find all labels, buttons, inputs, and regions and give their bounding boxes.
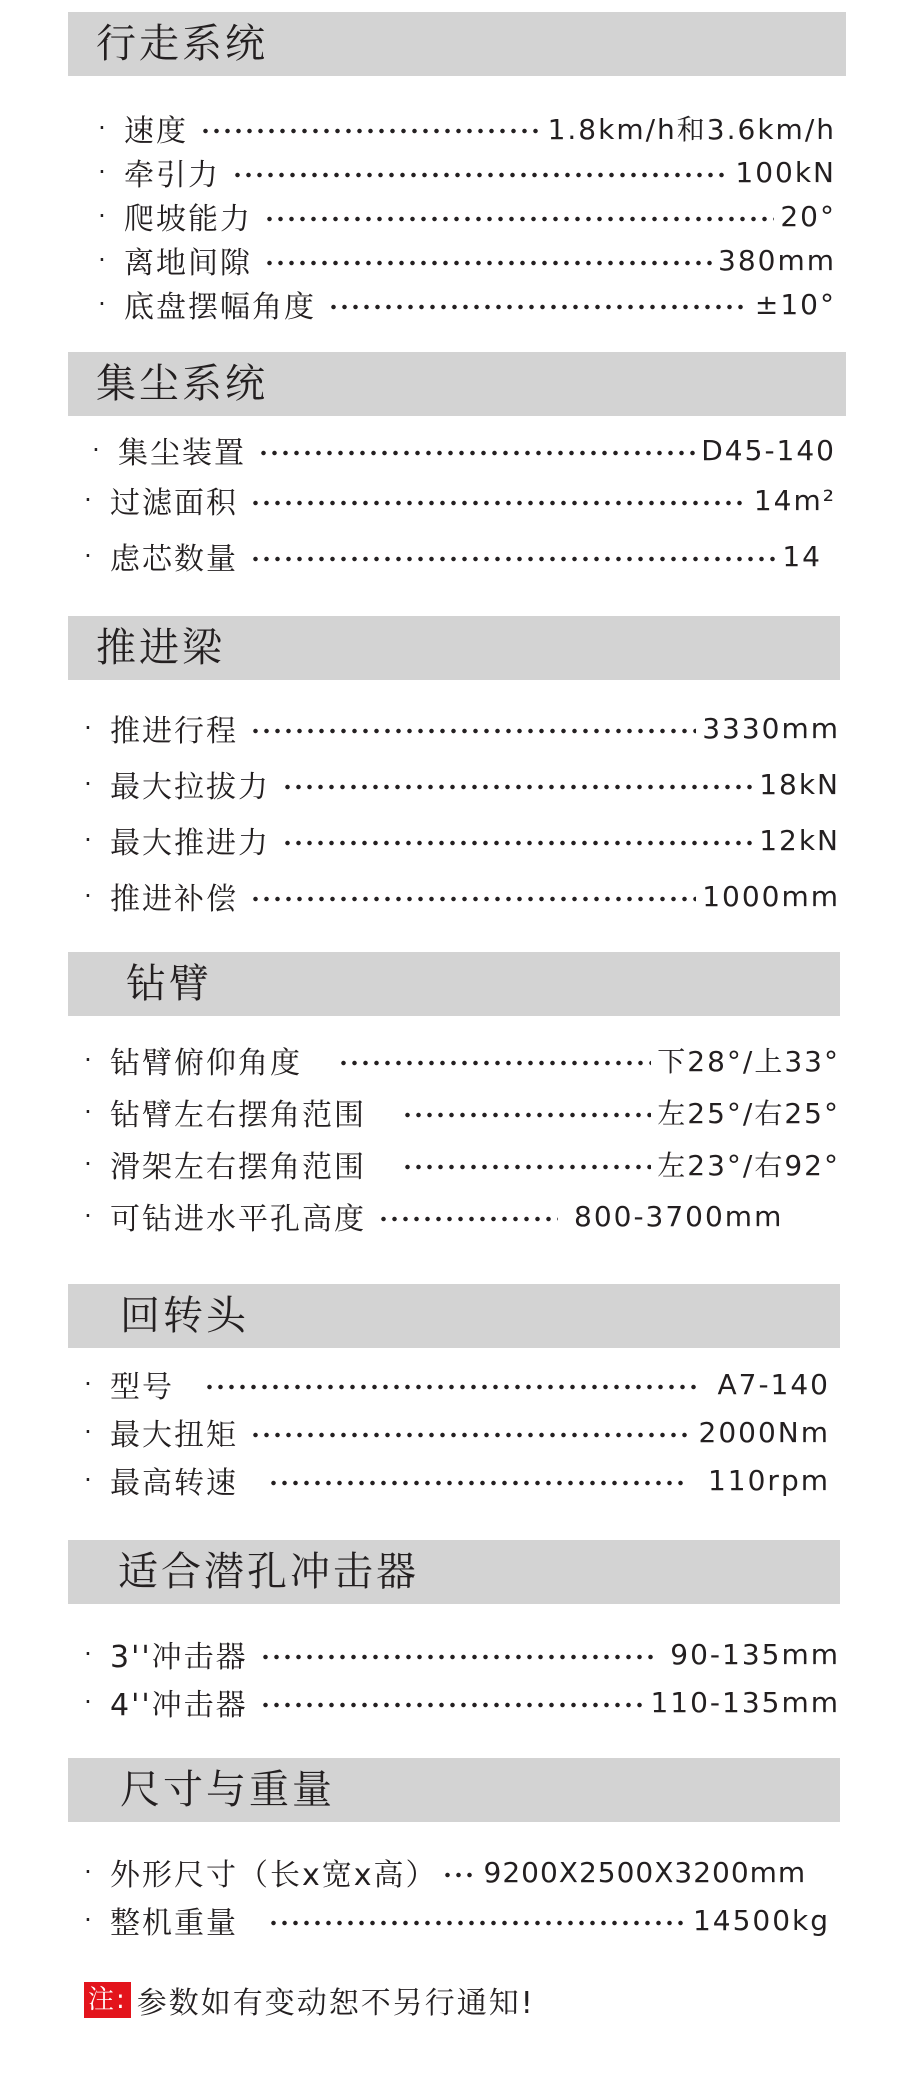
dotted-leader bbox=[282, 840, 753, 846]
spec-row bbox=[78, 708, 840, 748]
bullet-icon: · bbox=[98, 158, 108, 186]
section-walking-system bbox=[68, 12, 846, 325]
section-header bbox=[68, 1284, 840, 1348]
bullet-icon: · bbox=[84, 1688, 94, 1716]
section-header bbox=[68, 1540, 840, 1604]
section-dimensions-weight bbox=[68, 1758, 840, 1941]
bullet-icon: · bbox=[84, 1418, 94, 1446]
section-title: 回转头 bbox=[120, 1293, 249, 1339]
spec-row bbox=[78, 1364, 830, 1404]
spec-label: 3''冲击器 bbox=[110, 1640, 248, 1675]
spec-label: 最大扭矩 bbox=[110, 1418, 238, 1453]
section-dust-collection bbox=[68, 352, 846, 577]
spec-row bbox=[78, 1634, 840, 1674]
dotted-leader bbox=[282, 784, 753, 790]
spec-value: 14m² bbox=[753, 483, 836, 517]
note-tag: 注: bbox=[84, 1982, 131, 2018]
dotted-leader bbox=[264, 216, 774, 222]
section-title: 推进梁 bbox=[96, 625, 225, 671]
bullet-icon: · bbox=[84, 1906, 94, 1934]
spec-value: 下28°/上33° bbox=[657, 1045, 840, 1078]
section-header bbox=[68, 952, 840, 1016]
spec-value: 110-135mm bbox=[650, 1685, 840, 1719]
spec-value: 800-3700mm bbox=[574, 1199, 784, 1233]
spec-label: 最大推进力 bbox=[110, 826, 270, 861]
section-rotation-head bbox=[68, 1284, 840, 1501]
spec-value: 20° bbox=[780, 199, 836, 233]
spec-label: 外形尺寸（长x宽x高） bbox=[110, 1858, 438, 1893]
dotted-leader bbox=[232, 172, 729, 178]
bullet-icon: · bbox=[84, 1202, 94, 1230]
bullet-icon: · bbox=[84, 882, 94, 910]
spec-label: 底盘摆幅角度 bbox=[124, 290, 316, 325]
dotted-leader bbox=[250, 556, 776, 562]
spec-label: 速度 bbox=[124, 114, 188, 149]
dotted-leader bbox=[264, 260, 712, 266]
dotted-leader bbox=[250, 1432, 693, 1438]
section-title: 钻臂 bbox=[126, 961, 212, 1007]
spec-row bbox=[78, 1682, 840, 1722]
bullet-icon: · bbox=[84, 1640, 94, 1668]
spec-row bbox=[78, 1092, 840, 1132]
spec-row bbox=[78, 536, 822, 576]
spec-label: 推进补偿 bbox=[110, 882, 238, 917]
dotted-leader bbox=[268, 1920, 687, 1926]
spec-value: 90-135mm bbox=[670, 1637, 840, 1671]
spec-value: 12kN bbox=[759, 823, 840, 857]
bullet-icon: · bbox=[98, 246, 108, 274]
disclaimer-note bbox=[84, 1978, 535, 2022]
bullet-icon: · bbox=[84, 1098, 94, 1126]
spec-value: 14500kg bbox=[692, 1903, 830, 1937]
spec-row bbox=[92, 284, 836, 324]
spec-value: 18kN bbox=[759, 767, 840, 801]
note-text: 参数如有变动恕不另行通知! bbox=[136, 1986, 535, 2021]
bullet-icon: · bbox=[84, 542, 94, 570]
dotted-leader bbox=[250, 500, 748, 506]
spec-label: 钻臂俯仰角度 bbox=[110, 1046, 302, 1081]
dotted-leader bbox=[200, 128, 542, 134]
spec-row bbox=[92, 196, 836, 236]
spec-value: 100kN bbox=[735, 155, 836, 189]
bullet-icon: · bbox=[98, 202, 108, 230]
spec-label: 集尘装置 bbox=[118, 436, 246, 471]
bullet-icon: · bbox=[84, 770, 94, 798]
spec-label: 离地间隙 bbox=[124, 246, 252, 281]
spec-label: 滑架左右摆角范围 bbox=[110, 1150, 366, 1185]
spec-value: 14 bbox=[782, 539, 822, 573]
section-dth-hammer bbox=[68, 1540, 840, 1723]
dotted-leader bbox=[250, 896, 696, 902]
bullet-icon: · bbox=[98, 290, 108, 318]
section-title: 集尘系统 bbox=[96, 361, 268, 407]
spec-row bbox=[78, 1900, 830, 1940]
section-title: 尺寸与重量 bbox=[120, 1767, 335, 1813]
spec-row bbox=[78, 1040, 840, 1080]
spec-row bbox=[78, 876, 840, 916]
spec-value: 1000mm bbox=[702, 879, 840, 913]
bullet-icon: · bbox=[84, 714, 94, 742]
bullet-icon: · bbox=[92, 436, 102, 464]
spec-label: 爬坡能力 bbox=[124, 202, 252, 237]
section-drill-arm bbox=[68, 952, 840, 1237]
spec-row bbox=[78, 1144, 840, 1184]
dotted-leader bbox=[204, 1384, 697, 1390]
spec-value: 110rpm bbox=[707, 1463, 830, 1497]
spec-row bbox=[78, 820, 840, 860]
bullet-icon: · bbox=[84, 1858, 94, 1886]
dotted-leader bbox=[442, 1872, 472, 1878]
spec-row bbox=[92, 108, 836, 148]
spec-value: 1.8km/h和3.6km/h bbox=[547, 113, 836, 146]
spec-label: 可钻进水平孔高度 bbox=[110, 1202, 366, 1237]
section-title: 适合潜孔冲击器 bbox=[118, 1549, 419, 1595]
spec-label: 整机重量 bbox=[110, 1906, 238, 1941]
spec-value: A7-140 bbox=[717, 1367, 830, 1401]
section-header bbox=[68, 616, 840, 680]
spec-label: 4''冲击器 bbox=[110, 1688, 248, 1723]
spec-row bbox=[86, 430, 836, 470]
spec-label: 虑芯数量 bbox=[110, 542, 238, 577]
dotted-leader bbox=[338, 1060, 651, 1066]
spec-label: 型号 bbox=[110, 1370, 174, 1405]
spec-label: 最高转速 bbox=[110, 1466, 238, 1501]
spec-row bbox=[92, 152, 836, 192]
spec-value: 左23°/右92° bbox=[657, 1149, 840, 1182]
bullet-icon: · bbox=[84, 1150, 94, 1178]
spec-label: 最大拉拔力 bbox=[110, 770, 270, 805]
spec-row bbox=[78, 1412, 830, 1452]
dotted-leader bbox=[260, 1702, 645, 1708]
dotted-leader bbox=[268, 1480, 688, 1486]
spec-row bbox=[78, 1460, 830, 1500]
spec-label: 钻臂左右摆角范围 bbox=[110, 1098, 366, 1133]
section-header bbox=[68, 352, 846, 416]
spec-value: D45-140 bbox=[701, 433, 836, 467]
spec-row bbox=[78, 480, 836, 520]
spec-row bbox=[78, 1196, 816, 1236]
spec-value: ±10° bbox=[754, 287, 836, 321]
bullet-icon: · bbox=[84, 1370, 94, 1398]
section-header bbox=[68, 1758, 840, 1822]
spec-row bbox=[92, 240, 836, 280]
dotted-leader bbox=[260, 1654, 655, 1660]
dotted-leader bbox=[328, 304, 749, 310]
dotted-leader bbox=[402, 1112, 651, 1118]
spec-label: 推进行程 bbox=[110, 714, 238, 749]
spec-label: 过滤面积 bbox=[110, 486, 238, 521]
section-header bbox=[68, 12, 846, 76]
section-feed-beam bbox=[68, 616, 840, 917]
dotted-leader bbox=[258, 450, 695, 456]
bullet-icon: · bbox=[84, 1046, 94, 1074]
bullet-icon: · bbox=[84, 1466, 94, 1494]
dotted-leader bbox=[402, 1164, 651, 1170]
spec-value: 380mm bbox=[718, 243, 836, 277]
bullet-icon: · bbox=[98, 114, 108, 142]
spec-value: 左25°/右25° bbox=[657, 1097, 840, 1130]
spec-row bbox=[78, 764, 840, 804]
bullet-icon: · bbox=[84, 826, 94, 854]
spec-value: 2000Nm bbox=[698, 1415, 830, 1449]
spec-label: 牵引力 bbox=[124, 158, 220, 193]
spec-row bbox=[78, 1852, 848, 1892]
spec-value: 3330mm bbox=[702, 711, 840, 745]
section-title: 行走系统 bbox=[96, 21, 268, 67]
dotted-leader bbox=[378, 1216, 558, 1222]
dotted-leader bbox=[250, 728, 696, 734]
spec-value: 9200X2500X3200mm bbox=[483, 1855, 807, 1889]
bullet-icon: · bbox=[84, 486, 94, 514]
